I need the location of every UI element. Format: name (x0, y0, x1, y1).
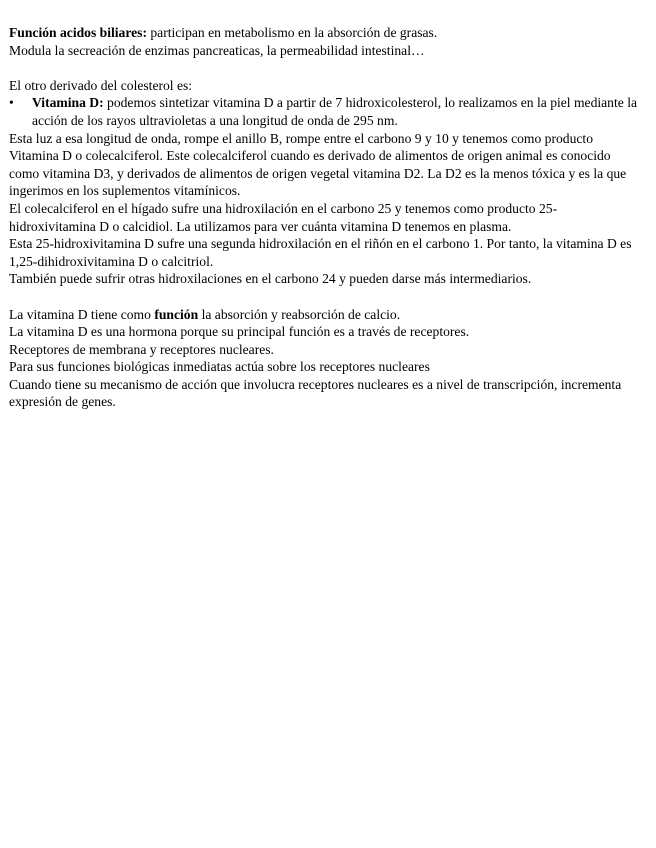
blank-line (9, 59, 641, 77)
function-text-after: la absorción y reabsorción de calcio. (198, 306, 401, 322)
bile-acids-heading: Función acidos biliares: (9, 25, 147, 40)
paragraph-transcription: Cuando tiene su mecanismo de acción que involucra receptores nucleares es a nivel de transcripción, incrementa expresión de genes. (9, 376, 622, 410)
paragraph-other-hydroxylations: También puede sufrir otras hidroxilaciones en el carbono 24 y pueden darse más intermediarios. (9, 271, 532, 287)
blank-line (9, 288, 641, 306)
vitamin-d-text: podemos sintetizar vitamina D a partir de 7 hidroxicolesterol, lo realizamos en la piel mediante la acción de los rayos ultravioletas a una longitud de onda de 295 nm. (32, 95, 638, 128)
paragraph-bile-acids-function (9, 24, 641, 42)
vitamin-d-heading: Vitamina D: (32, 95, 104, 111)
paragraph-receptors: Receptores de membrana y receptores nucleares. (9, 341, 274, 357)
paragraph-uv-light: Esta luz a esa longitud de onda, rompe el anillo B, rompe entre el carbono 9 y 10 y tenemos como producto Vitamina D o colecalciferol. Este colecalciferol cuando es derivado de alimentos de origen animal es conocido como vitamina D3, y derivados de alimentos de origen vegetal vitamina D2. La D2 es la menos tóxica y es la que ingerimos en los suplementos vitamínicos. (9, 130, 627, 199)
bile-acids-text: participan en metabolismo en la absorción de grasas. (146, 25, 438, 40)
paragraph-liver-hydroxylation: El colecalciferol en el hígado sufre una hidroxilación en el carbono 25 y tenemos como producto 25-hidroxivitamina D o calcidiol. La utilizamos para ver cuánta vitamina D tenemos en plasma. (9, 200, 558, 234)
paragraph-nuclear-receptors: Para sus funciones biológicas inmediatas actúa sobre los receptores nucleares (9, 359, 430, 375)
bullet-item-vitamin-d (9, 94, 641, 129)
paragraph-vitamin-d-function (9, 306, 641, 324)
function-text-before: La vitamina D tiene como (9, 306, 155, 322)
paragraph-cholesterol-derivative: El otro derivado del colesterol es: (9, 77, 193, 93)
paragraph-hormone: La vitamina D es una hormona porque su principal función es a través de receptores. (9, 324, 470, 340)
paragraph-modulation: Modula la secreación de enzimas pancreaticas, la permeabilidad intestinal… (9, 42, 425, 58)
document-page (9, 24, 641, 411)
function-bold: función (154, 306, 199, 322)
bullet-marker: • (9, 95, 14, 111)
paragraph-kidney-hydroxylation: Esta 25-hidroxivitamina D sufre una segunda hidroxilación en el riñón en el carbono 1. Por tanto, la vitamina D es 1,25-dihidroxivitamina D o calcitriol. (9, 236, 632, 269)
